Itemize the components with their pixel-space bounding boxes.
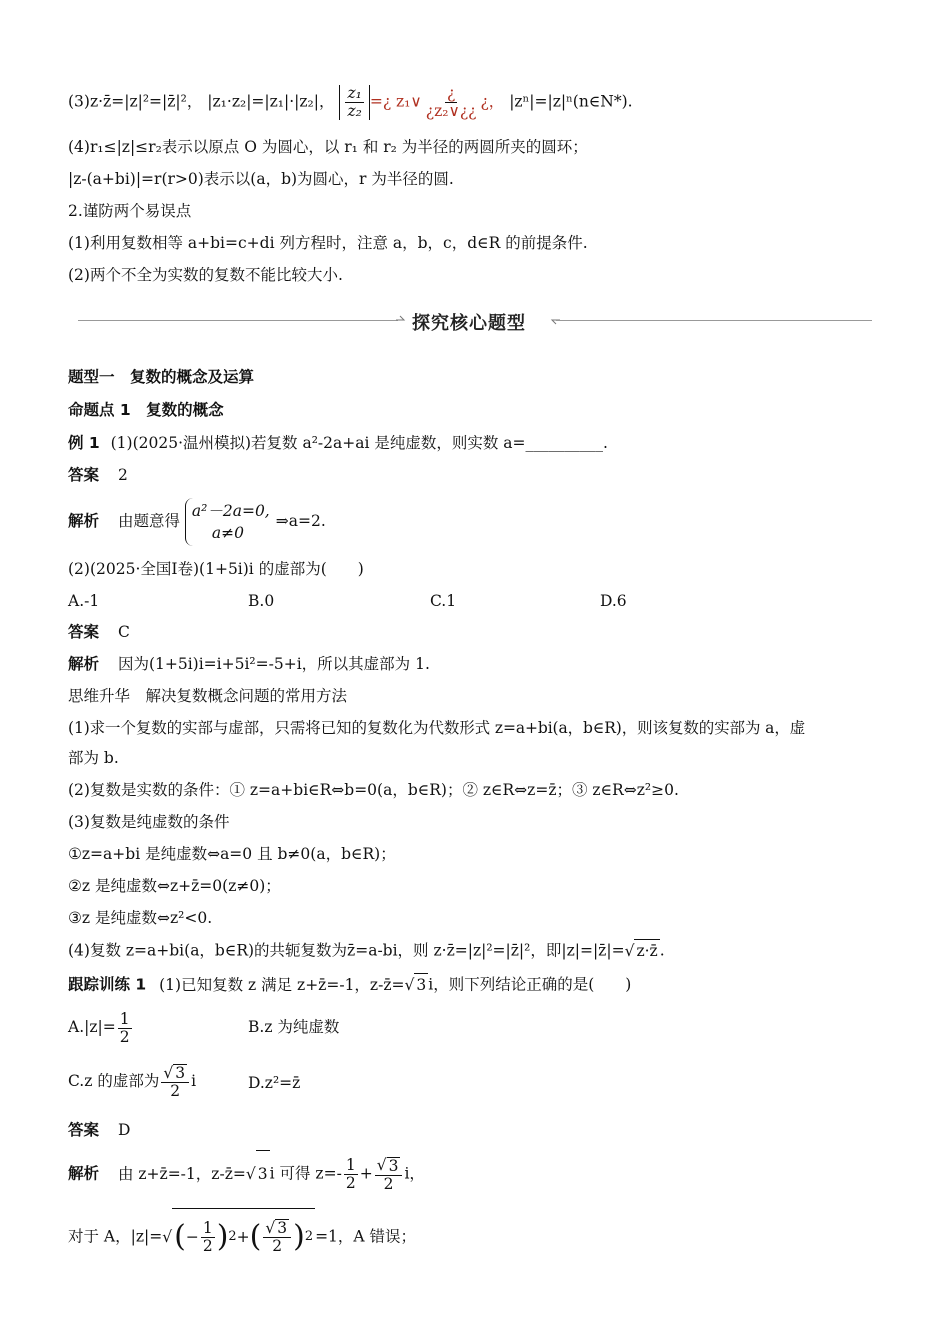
equation-system [185,498,276,546]
paragraph-line: |z-(a+bi)|=r(r>0)表示以(a，b)为圆心，r 为半径的圆. [68,170,454,188]
solution-label: 解析 [68,512,100,530]
sqrt-content: 3 [277,1219,288,1237]
frac-num: 1 [119,1009,130,1028]
method-4 [68,939,665,962]
sqrt-content: 3 [175,1064,186,1082]
frac-num: z₁ [347,84,362,102]
answer-1 [68,464,128,486]
tracking-text: (1)已知复数 z 满足 z+z̄=-1，z-z̄= [159,975,405,994]
tracking-exercise [68,973,631,996]
sqrt-expression: √ 3 [405,973,429,996]
solution-text: 由 z+z̄=-1，z-z̄= [117,1164,246,1183]
sqrt-expression: √ z·z̄ [625,939,660,962]
answer-value: C [117,623,130,641]
frac-den: 2 [383,1174,394,1193]
sqrt-content: 3 [388,1156,399,1175]
option-c: C.1 [430,592,457,610]
power-modulus-formula: |zⁿ|=|z|ⁿ(n∈N*). [509,92,633,111]
solution-1 [68,496,326,546]
option-d: D.6 [600,592,627,610]
method-2: (2)复数是实数的条件：① z=a+bi∈R⇔b=0(a，b∈R)；② z∈R⇔z=z̄；③ z∈R⇔z²≥0. [68,781,679,799]
answer-2 [68,621,130,643]
example-2: (2)(2025·全国Ⅰ卷)(1+5i)i 的虚部为( ) [68,560,364,578]
method-3: (3)复数是纯虚数的条件 [68,813,230,831]
garbled-text: =¿ z₁∨ [369,92,422,111]
sqrt-content: z·z̄ [634,939,659,962]
solution-text-mid: i 可得 z=- [269,1164,342,1183]
product-modulus-formula: |z₁·z₂|=|z₁|·|z₂|， [207,92,335,111]
paragraph-line: (1)利用复数相等 a+bi=c+di 列方程时，注意 a，b，c，d∈R 的前提条件. [68,234,588,252]
option-a: A.-1 [68,592,100,610]
solution-text: 因为(1+5i)i=i+5i²=-5+i，所以其虚部为 1. [117,655,430,673]
tracking-text-end: i，则下列结论正确的是( ) [428,975,632,994]
garbled-den: ¿z₂∨¿¿ [425,102,477,120]
item-number: (3) [68,92,90,111]
garbled-end: ¿， [480,92,505,111]
sqrt-content: 3 [256,1150,270,1197]
answer-3 [68,1119,130,1141]
divider-left [78,320,398,321]
solution-end: i， [404,1164,425,1183]
example-1 [68,432,608,454]
option-a [68,1008,134,1046]
tracking-label: 跟踪训练 1 [68,975,147,994]
answer-value: 2 [117,466,128,484]
solution-label: 解析 [68,1164,100,1183]
option-b: B.0 [248,592,275,610]
method-3b: ②z 是纯虚数⇔z+z̄=0(z≠0)； [68,877,281,895]
option-c-text: C.z 的虚部为 [68,1072,160,1090]
method-1a: (1)求一个复数的实部与虚部，只需将已知的复数化为代数形式 z=a+bi(a，b∈R)，则该复数的实部为 a，虚 [68,719,806,737]
paragraph-line: (4)r₁≤|z|≤r₂表示以原点 O 为圆心，以 r₁ 和 r₂ 为半径的两圆所夹的圆环； [68,138,588,156]
answer-label: 答案 [68,623,100,641]
frac-den: 2 [345,1174,356,1192]
solution-end: =1，A 错误； [315,1227,417,1246]
solution-3-a [68,1208,416,1265]
method-1b: 部为 b. [68,749,119,767]
option-c-end: i [191,1072,197,1090]
option-a-text: A.|z|= [68,1018,116,1036]
divider-left-tip-icon [396,315,406,325]
divider-right [556,320,872,321]
method-4-end: . [659,941,665,960]
solution-text: 对于 A，|z|= [68,1227,163,1246]
equation-2: a≠0 [211,524,244,542]
example-label: 例 1 [68,434,100,452]
section-title: 探究核心题型 [412,313,526,334]
frac-num: 1 [202,1218,213,1237]
garbled-num: ¿ [446,84,456,102]
option-b: B.z 为纯虚数 [248,1018,340,1036]
method-4-text: (4)复数 z=a+bi(a，b∈R)的共轭复数为z̄=a-bi，则 z·z̄=|z|²=|z̄|²，即|z|=|z̄|= [68,941,625,960]
sqrt-content: 3 [414,973,428,996]
paragraph-line: (2)两个不全为实数的复数不能比较大小. [68,266,343,284]
solution-2 [68,653,430,675]
method-3c: ③z 是纯虚数⇔z²<0. [68,909,213,927]
formula-line-conjugate [68,85,633,120]
frac-num: 1 [345,1156,356,1174]
option-d: D.z²=z̄ [248,1074,301,1092]
paragraph-line: 2.谨防两个易误点 [68,202,192,220]
solution-text: 由题意得 [117,512,180,530]
sqrt-expression: √ ( − $\frac{1}{2}$ ) 2 + ( √ 3 2 ) 2 [162,1208,315,1265]
plus-sign: + [359,1164,373,1183]
answer-value: D [117,1121,131,1139]
method-3a: ①z=a+bi 是纯虚数⇔a=0 且 b≠0(a，b∈R)； [68,845,396,863]
answer-label: 答案 [68,1121,100,1139]
frac-den: 2 [170,1082,181,1100]
equation-1: a²－2a=0, [191,502,270,520]
solution-result: ⇒a=2. [275,512,326,530]
quotient-modulus [339,85,369,120]
thinking-heading: 思维升华 解决复数概念问题的常用方法 [68,687,348,705]
frac-den: 2 [202,1236,213,1255]
solution-3: 解析 由 z+z̄=-1，z-z̄=√ 3 i 可得 z=- $\frac{1}{2}$ + √ 3 2 i， [68,1150,425,1197]
heading-point: 命题点 1 复数的概念 [68,401,224,419]
solution-label: 解析 [68,655,100,673]
frac-den: z₂ [347,102,362,120]
answer-label: 答案 [68,466,100,484]
example-text: (1)(2025·温州模拟)若复数 a²-2a+ai 是纯虚数，则实数 a=__________. [110,434,608,452]
conj-formula: z·z̄=|z|²=|z̄|²， [89,92,203,111]
option-c: C.z 的虚部为 √ 3 2 i [68,1063,197,1100]
frac-den: 2 [119,1027,130,1046]
frac-den: 2 [272,1237,283,1255]
heading-type: 题型一 复数的概念及运算 [68,368,255,386]
